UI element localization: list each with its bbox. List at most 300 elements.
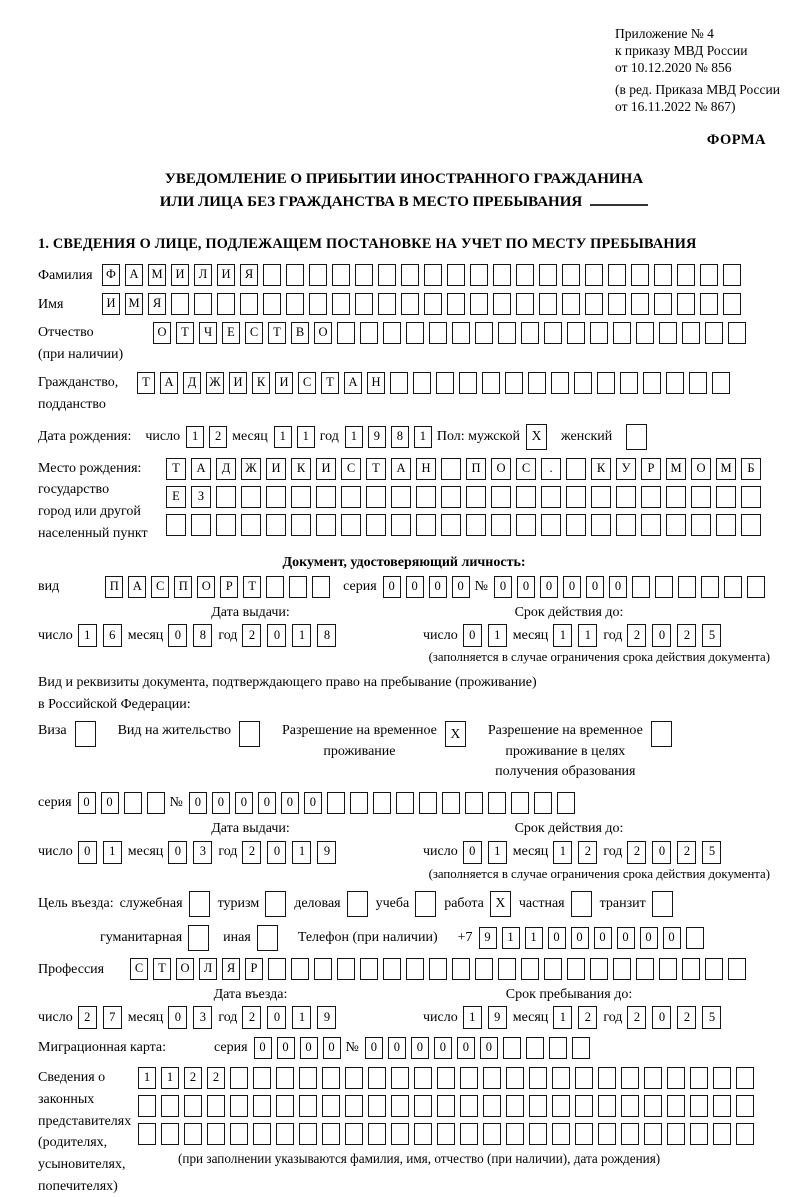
char-cell[interactable] bbox=[207, 1123, 225, 1145]
char-cell[interactable]: 0 bbox=[463, 841, 482, 864]
char-cell[interactable] bbox=[724, 576, 742, 598]
char-cell[interactable]: 5 bbox=[702, 1006, 721, 1029]
char-cell[interactable] bbox=[621, 1123, 639, 1145]
char-cell[interactable] bbox=[475, 958, 493, 980]
char-cell[interactable]: 2 bbox=[78, 1006, 97, 1029]
char-cell[interactable] bbox=[723, 264, 741, 286]
char-cell[interactable] bbox=[276, 1095, 294, 1117]
char-cell[interactable]: 9 bbox=[488, 1006, 507, 1029]
char-cell[interactable] bbox=[184, 1095, 202, 1117]
char-cell[interactable] bbox=[529, 1123, 547, 1145]
char-cell[interactable] bbox=[677, 293, 695, 315]
char-cell[interactable] bbox=[590, 322, 608, 344]
char-cell[interactable] bbox=[572, 1037, 590, 1059]
char-cell[interactable] bbox=[636, 322, 654, 344]
char-cell[interactable]: С bbox=[341, 458, 361, 480]
sex-female-checkbox[interactable] bbox=[626, 424, 647, 450]
char-cell[interactable] bbox=[585, 264, 603, 286]
char-cell[interactable] bbox=[488, 792, 506, 814]
char-cell[interactable] bbox=[316, 514, 336, 536]
purpose-study-checkbox[interactable] bbox=[415, 891, 436, 917]
char-cell[interactable] bbox=[567, 958, 585, 980]
char-cell[interactable]: 2 bbox=[209, 426, 227, 448]
char-cell[interactable]: 0 bbox=[548, 927, 566, 949]
char-cell[interactable] bbox=[482, 372, 500, 394]
char-cell[interactable]: С bbox=[130, 958, 148, 980]
char-cell[interactable] bbox=[544, 322, 562, 344]
char-cell[interactable] bbox=[360, 958, 378, 980]
purpose-other-checkbox[interactable] bbox=[257, 925, 278, 951]
char-cell[interactable] bbox=[597, 372, 615, 394]
char-cell[interactable] bbox=[667, 1095, 685, 1117]
char-cell[interactable] bbox=[516, 514, 536, 536]
char-cell[interactable] bbox=[574, 372, 592, 394]
char-cell[interactable] bbox=[460, 1123, 478, 1145]
char-cell[interactable] bbox=[491, 514, 511, 536]
char-cell[interactable] bbox=[230, 1095, 248, 1117]
char-cell[interactable]: Т bbox=[176, 322, 194, 344]
char-cell[interactable] bbox=[713, 1123, 731, 1145]
residence-permit-checkbox[interactable] bbox=[239, 721, 260, 747]
char-cell[interactable] bbox=[406, 958, 424, 980]
char-cell[interactable]: О bbox=[197, 576, 215, 598]
char-cell[interactable] bbox=[373, 792, 391, 814]
char-cell[interactable] bbox=[631, 264, 649, 286]
char-cell[interactable] bbox=[266, 576, 284, 598]
char-cell[interactable] bbox=[424, 264, 442, 286]
char-cell[interactable] bbox=[263, 264, 281, 286]
char-cell[interactable] bbox=[498, 322, 516, 344]
char-cell[interactable]: И bbox=[275, 372, 293, 394]
char-cell[interactable]: 1 bbox=[78, 624, 97, 647]
char-cell[interactable] bbox=[383, 958, 401, 980]
char-cell[interactable] bbox=[541, 486, 561, 508]
char-cell[interactable]: 2 bbox=[677, 841, 696, 864]
char-cell[interactable] bbox=[690, 1095, 708, 1117]
char-cell[interactable] bbox=[286, 264, 304, 286]
char-cell[interactable]: 1 bbox=[297, 426, 315, 448]
char-cell[interactable] bbox=[166, 514, 186, 536]
char-cell[interactable]: 0 bbox=[609, 576, 627, 598]
char-cell[interactable] bbox=[216, 486, 236, 508]
char-cell[interactable]: Т bbox=[321, 372, 339, 394]
char-cell[interactable]: И bbox=[266, 458, 286, 480]
char-cell[interactable]: Т bbox=[268, 322, 286, 344]
char-cell[interactable] bbox=[391, 1095, 409, 1117]
char-cell[interactable] bbox=[286, 293, 304, 315]
char-cell[interactable] bbox=[368, 1123, 386, 1145]
char-cell[interactable] bbox=[391, 1067, 409, 1089]
char-cell[interactable] bbox=[516, 486, 536, 508]
char-cell[interactable]: Я bbox=[148, 293, 166, 315]
char-cell[interactable]: 0 bbox=[101, 792, 119, 814]
char-cell[interactable] bbox=[736, 1067, 754, 1089]
char-cell[interactable] bbox=[345, 1095, 363, 1117]
char-cell[interactable] bbox=[666, 372, 684, 394]
char-cell[interactable]: 0 bbox=[212, 792, 230, 814]
char-cell[interactable] bbox=[345, 1123, 363, 1145]
char-cell[interactable] bbox=[557, 792, 575, 814]
char-cell[interactable] bbox=[191, 514, 211, 536]
char-cell[interactable]: 0 bbox=[168, 841, 187, 864]
char-cell[interactable]: 0 bbox=[563, 576, 581, 598]
char-cell[interactable] bbox=[378, 264, 396, 286]
char-cell[interactable]: 0 bbox=[267, 1006, 286, 1029]
char-cell[interactable] bbox=[644, 1067, 662, 1089]
char-cell[interactable]: . bbox=[541, 458, 561, 480]
char-cell[interactable] bbox=[591, 514, 611, 536]
char-cell[interactable]: А bbox=[128, 576, 146, 598]
char-cell[interactable] bbox=[591, 486, 611, 508]
char-cell[interactable]: 0 bbox=[494, 576, 512, 598]
char-cell[interactable] bbox=[736, 1123, 754, 1145]
char-cell[interactable] bbox=[436, 372, 454, 394]
char-cell[interactable] bbox=[590, 958, 608, 980]
char-cell[interactable] bbox=[741, 486, 761, 508]
char-cell[interactable]: 1 bbox=[292, 1006, 311, 1029]
char-cell[interactable]: А bbox=[125, 264, 143, 286]
char-cell[interactable] bbox=[322, 1067, 340, 1089]
char-cell[interactable] bbox=[700, 293, 718, 315]
char-cell[interactable]: 0 bbox=[517, 576, 535, 598]
char-cell[interactable] bbox=[161, 1095, 179, 1117]
char-cell[interactable]: 8 bbox=[193, 624, 212, 647]
char-cell[interactable]: И bbox=[217, 264, 235, 286]
char-cell[interactable] bbox=[390, 372, 408, 394]
char-cell[interactable]: 0 bbox=[406, 576, 424, 598]
char-cell[interactable] bbox=[416, 486, 436, 508]
char-cell[interactable] bbox=[429, 322, 447, 344]
char-cell[interactable]: П bbox=[174, 576, 192, 598]
char-cell[interactable] bbox=[460, 1095, 478, 1117]
purpose-work-checkbox[interactable]: X bbox=[490, 891, 511, 917]
char-cell[interactable]: 2 bbox=[627, 624, 646, 647]
char-cell[interactable]: Р bbox=[220, 576, 238, 598]
char-cell[interactable] bbox=[521, 958, 539, 980]
char-cell[interactable] bbox=[747, 576, 765, 598]
char-cell[interactable] bbox=[621, 1095, 639, 1117]
char-cell[interactable]: 1 bbox=[578, 624, 597, 647]
char-cell[interactable]: О bbox=[176, 958, 194, 980]
char-cell[interactable]: 0 bbox=[267, 841, 286, 864]
char-cell[interactable] bbox=[551, 372, 569, 394]
char-cell[interactable]: И bbox=[316, 458, 336, 480]
char-cell[interactable]: 1 bbox=[103, 841, 122, 864]
char-cell[interactable] bbox=[465, 792, 483, 814]
char-cell[interactable] bbox=[414, 1095, 432, 1117]
char-cell[interactable]: 0 bbox=[652, 1006, 671, 1029]
char-cell[interactable]: 1 bbox=[488, 841, 507, 864]
char-cell[interactable] bbox=[366, 486, 386, 508]
char-cell[interactable]: А bbox=[344, 372, 362, 394]
purpose-transit-checkbox[interactable] bbox=[652, 891, 673, 917]
char-cell[interactable]: Т bbox=[243, 576, 261, 598]
char-cell[interactable] bbox=[216, 514, 236, 536]
char-cell[interactable]: 1 bbox=[553, 624, 572, 647]
char-cell[interactable] bbox=[654, 264, 672, 286]
char-cell[interactable] bbox=[526, 1037, 544, 1059]
char-cell[interactable] bbox=[575, 1067, 593, 1089]
char-cell[interactable]: А bbox=[391, 458, 411, 480]
char-cell[interactable]: 0 bbox=[267, 624, 286, 647]
char-cell[interactable] bbox=[452, 322, 470, 344]
char-cell[interactable] bbox=[712, 372, 730, 394]
char-cell[interactable] bbox=[230, 1123, 248, 1145]
char-cell[interactable]: Д bbox=[183, 372, 201, 394]
char-cell[interactable]: С bbox=[298, 372, 316, 394]
char-cell[interactable]: 0 bbox=[411, 1037, 429, 1059]
char-cell[interactable]: 1 bbox=[553, 841, 572, 864]
char-cell[interactable]: 0 bbox=[540, 576, 558, 598]
char-cell[interactable]: 0 bbox=[304, 792, 322, 814]
char-cell[interactable] bbox=[332, 293, 350, 315]
char-cell[interactable] bbox=[598, 1123, 616, 1145]
char-cell[interactable] bbox=[217, 293, 235, 315]
char-cell[interactable] bbox=[299, 1067, 317, 1089]
char-cell[interactable]: 8 bbox=[391, 426, 409, 448]
char-cell[interactable] bbox=[728, 322, 746, 344]
char-cell[interactable] bbox=[506, 1123, 524, 1145]
char-cell[interactable] bbox=[437, 1067, 455, 1089]
char-cell[interactable] bbox=[701, 576, 719, 598]
char-cell[interactable]: П bbox=[105, 576, 123, 598]
char-cell[interactable]: А bbox=[160, 372, 178, 394]
char-cell[interactable]: 6 bbox=[103, 624, 122, 647]
char-cell[interactable]: Я bbox=[222, 958, 240, 980]
char-cell[interactable] bbox=[691, 514, 711, 536]
char-cell[interactable] bbox=[147, 792, 165, 814]
char-cell[interactable]: И bbox=[229, 372, 247, 394]
visa-checkbox[interactable] bbox=[75, 721, 96, 747]
char-cell[interactable] bbox=[266, 514, 286, 536]
char-cell[interactable]: 1 bbox=[292, 841, 311, 864]
char-cell[interactable]: 0 bbox=[277, 1037, 295, 1059]
char-cell[interactable] bbox=[447, 293, 465, 315]
char-cell[interactable]: 1 bbox=[161, 1067, 179, 1089]
char-cell[interactable] bbox=[598, 1067, 616, 1089]
char-cell[interactable]: И bbox=[102, 293, 120, 315]
char-cell[interactable] bbox=[466, 514, 486, 536]
purpose-tourism-checkbox[interactable] bbox=[265, 891, 286, 917]
char-cell[interactable] bbox=[241, 514, 261, 536]
char-cell[interactable] bbox=[466, 486, 486, 508]
char-cell[interactable] bbox=[690, 1123, 708, 1145]
char-cell[interactable] bbox=[459, 372, 477, 394]
char-cell[interactable] bbox=[355, 293, 373, 315]
char-cell[interactable] bbox=[613, 322, 631, 344]
char-cell[interactable] bbox=[299, 1095, 317, 1117]
char-cell[interactable] bbox=[483, 1095, 501, 1117]
char-cell[interactable] bbox=[441, 514, 461, 536]
char-cell[interactable] bbox=[682, 958, 700, 980]
char-cell[interactable] bbox=[291, 486, 311, 508]
char-cell[interactable]: 2 bbox=[677, 624, 696, 647]
char-cell[interactable]: Т bbox=[366, 458, 386, 480]
char-cell[interactable] bbox=[566, 514, 586, 536]
char-cell[interactable] bbox=[521, 322, 539, 344]
char-cell[interactable] bbox=[470, 293, 488, 315]
char-cell[interactable]: 1 bbox=[186, 426, 204, 448]
char-cell[interactable] bbox=[511, 792, 529, 814]
char-cell[interactable]: Р bbox=[245, 958, 263, 980]
char-cell[interactable] bbox=[503, 1037, 521, 1059]
char-cell[interactable] bbox=[549, 1037, 567, 1059]
char-cell[interactable] bbox=[475, 322, 493, 344]
char-cell[interactable]: У bbox=[616, 458, 636, 480]
char-cell[interactable] bbox=[416, 514, 436, 536]
char-cell[interactable] bbox=[266, 486, 286, 508]
char-cell[interactable]: 0 bbox=[640, 927, 658, 949]
char-cell[interactable] bbox=[506, 1095, 524, 1117]
char-cell[interactable] bbox=[253, 1123, 271, 1145]
char-cell[interactable]: 1 bbox=[488, 624, 507, 647]
char-cell[interactable] bbox=[678, 576, 696, 598]
char-cell[interactable]: Ж bbox=[241, 458, 261, 480]
char-cell[interactable] bbox=[437, 1095, 455, 1117]
char-cell[interactable]: 0 bbox=[258, 792, 276, 814]
char-cell[interactable]: 0 bbox=[168, 1006, 187, 1029]
char-cell[interactable]: 0 bbox=[78, 841, 97, 864]
char-cell[interactable]: 1 bbox=[274, 426, 292, 448]
char-cell[interactable] bbox=[360, 322, 378, 344]
char-cell[interactable] bbox=[598, 1095, 616, 1117]
char-cell[interactable] bbox=[429, 958, 447, 980]
char-cell[interactable] bbox=[575, 1123, 593, 1145]
char-cell[interactable] bbox=[396, 792, 414, 814]
char-cell[interactable]: 0 bbox=[434, 1037, 452, 1059]
char-cell[interactable] bbox=[184, 1123, 202, 1145]
char-cell[interactable]: 2 bbox=[578, 1006, 597, 1029]
char-cell[interactable]: 9 bbox=[479, 927, 497, 949]
char-cell[interactable]: 0 bbox=[652, 841, 671, 864]
char-cell[interactable]: 0 bbox=[323, 1037, 341, 1059]
char-cell[interactable] bbox=[736, 1095, 754, 1117]
char-cell[interactable]: 1 bbox=[553, 1006, 572, 1029]
char-cell[interactable] bbox=[493, 293, 511, 315]
char-cell[interactable] bbox=[539, 293, 557, 315]
char-cell[interactable]: 1 bbox=[138, 1067, 156, 1089]
char-cell[interactable] bbox=[309, 293, 327, 315]
char-cell[interactable] bbox=[447, 264, 465, 286]
char-cell[interactable]: О bbox=[153, 322, 171, 344]
char-cell[interactable] bbox=[544, 958, 562, 980]
char-cell[interactable] bbox=[552, 1123, 570, 1145]
char-cell[interactable] bbox=[441, 458, 461, 480]
char-cell[interactable] bbox=[566, 486, 586, 508]
char-cell[interactable] bbox=[539, 264, 557, 286]
char-cell[interactable]: 0 bbox=[300, 1037, 318, 1059]
char-cell[interactable]: М bbox=[148, 264, 166, 286]
char-cell[interactable] bbox=[552, 1067, 570, 1089]
char-cell[interactable] bbox=[194, 293, 212, 315]
char-cell[interactable]: Е bbox=[222, 322, 240, 344]
char-cell[interactable] bbox=[207, 1095, 225, 1117]
char-cell[interactable]: 3 bbox=[193, 841, 212, 864]
char-cell[interactable] bbox=[666, 486, 686, 508]
char-cell[interactable]: 2 bbox=[184, 1067, 202, 1089]
char-cell[interactable] bbox=[616, 514, 636, 536]
char-cell[interactable] bbox=[401, 293, 419, 315]
char-cell[interactable] bbox=[516, 264, 534, 286]
char-cell[interactable]: 0 bbox=[281, 792, 299, 814]
char-cell[interactable] bbox=[636, 958, 654, 980]
char-cell[interactable]: П bbox=[466, 458, 486, 480]
char-cell[interactable] bbox=[268, 958, 286, 980]
char-cell[interactable]: О bbox=[491, 458, 511, 480]
char-cell[interactable] bbox=[713, 1067, 731, 1089]
char-cell[interactable] bbox=[299, 1123, 317, 1145]
char-cell[interactable]: 0 bbox=[457, 1037, 475, 1059]
char-cell[interactable] bbox=[716, 514, 736, 536]
char-cell[interactable]: 0 bbox=[388, 1037, 406, 1059]
char-cell[interactable] bbox=[161, 1123, 179, 1145]
char-cell[interactable] bbox=[613, 958, 631, 980]
char-cell[interactable] bbox=[289, 576, 307, 598]
char-cell[interactable] bbox=[419, 792, 437, 814]
char-cell[interactable]: 0 bbox=[571, 927, 589, 949]
char-cell[interactable] bbox=[566, 458, 586, 480]
char-cell[interactable] bbox=[659, 322, 677, 344]
char-cell[interactable] bbox=[516, 293, 534, 315]
char-cell[interactable] bbox=[391, 514, 411, 536]
char-cell[interactable]: Я bbox=[240, 264, 258, 286]
char-cell[interactable] bbox=[368, 1067, 386, 1089]
char-cell[interactable] bbox=[350, 792, 368, 814]
char-cell[interactable]: К bbox=[591, 458, 611, 480]
char-cell[interactable] bbox=[355, 264, 373, 286]
char-cell[interactable] bbox=[483, 1123, 501, 1145]
char-cell[interactable]: 7 bbox=[103, 1006, 122, 1029]
char-cell[interactable]: З bbox=[191, 486, 211, 508]
char-cell[interactable] bbox=[541, 514, 561, 536]
char-cell[interactable]: Т bbox=[166, 458, 186, 480]
char-cell[interactable] bbox=[138, 1123, 156, 1145]
char-cell[interactable]: 0 bbox=[663, 927, 681, 949]
char-cell[interactable] bbox=[401, 264, 419, 286]
char-cell[interactable]: 0 bbox=[429, 576, 447, 598]
char-cell[interactable]: Л bbox=[199, 958, 217, 980]
char-cell[interactable] bbox=[667, 1123, 685, 1145]
char-cell[interactable] bbox=[552, 1095, 570, 1117]
char-cell[interactable] bbox=[312, 576, 330, 598]
char-cell[interactable]: 1 bbox=[414, 426, 432, 448]
char-cell[interactable]: 0 bbox=[235, 792, 253, 814]
char-cell[interactable] bbox=[441, 486, 461, 508]
char-cell[interactable] bbox=[689, 372, 707, 394]
char-cell[interactable]: 0 bbox=[617, 927, 635, 949]
char-cell[interactable]: 5 bbox=[702, 624, 721, 647]
char-cell[interactable]: 2 bbox=[242, 1006, 261, 1029]
char-cell[interactable] bbox=[470, 264, 488, 286]
char-cell[interactable] bbox=[378, 293, 396, 315]
char-cell[interactable] bbox=[253, 1067, 271, 1089]
char-cell[interactable]: Т bbox=[137, 372, 155, 394]
char-cell[interactable] bbox=[337, 958, 355, 980]
char-cell[interactable] bbox=[337, 322, 355, 344]
char-cell[interactable] bbox=[414, 1123, 432, 1145]
char-cell[interactable]: 1 bbox=[525, 927, 543, 949]
char-cell[interactable]: Ч bbox=[199, 322, 217, 344]
temp-permit-checkbox[interactable]: X bbox=[445, 721, 466, 747]
char-cell[interactable] bbox=[341, 514, 361, 536]
char-cell[interactable] bbox=[291, 958, 309, 980]
char-cell[interactable] bbox=[529, 1067, 547, 1089]
char-cell[interactable] bbox=[655, 576, 673, 598]
char-cell[interactable] bbox=[230, 1067, 248, 1089]
char-cell[interactable]: Н bbox=[416, 458, 436, 480]
char-cell[interactable]: М bbox=[716, 458, 736, 480]
char-cell[interactable] bbox=[345, 1067, 363, 1089]
